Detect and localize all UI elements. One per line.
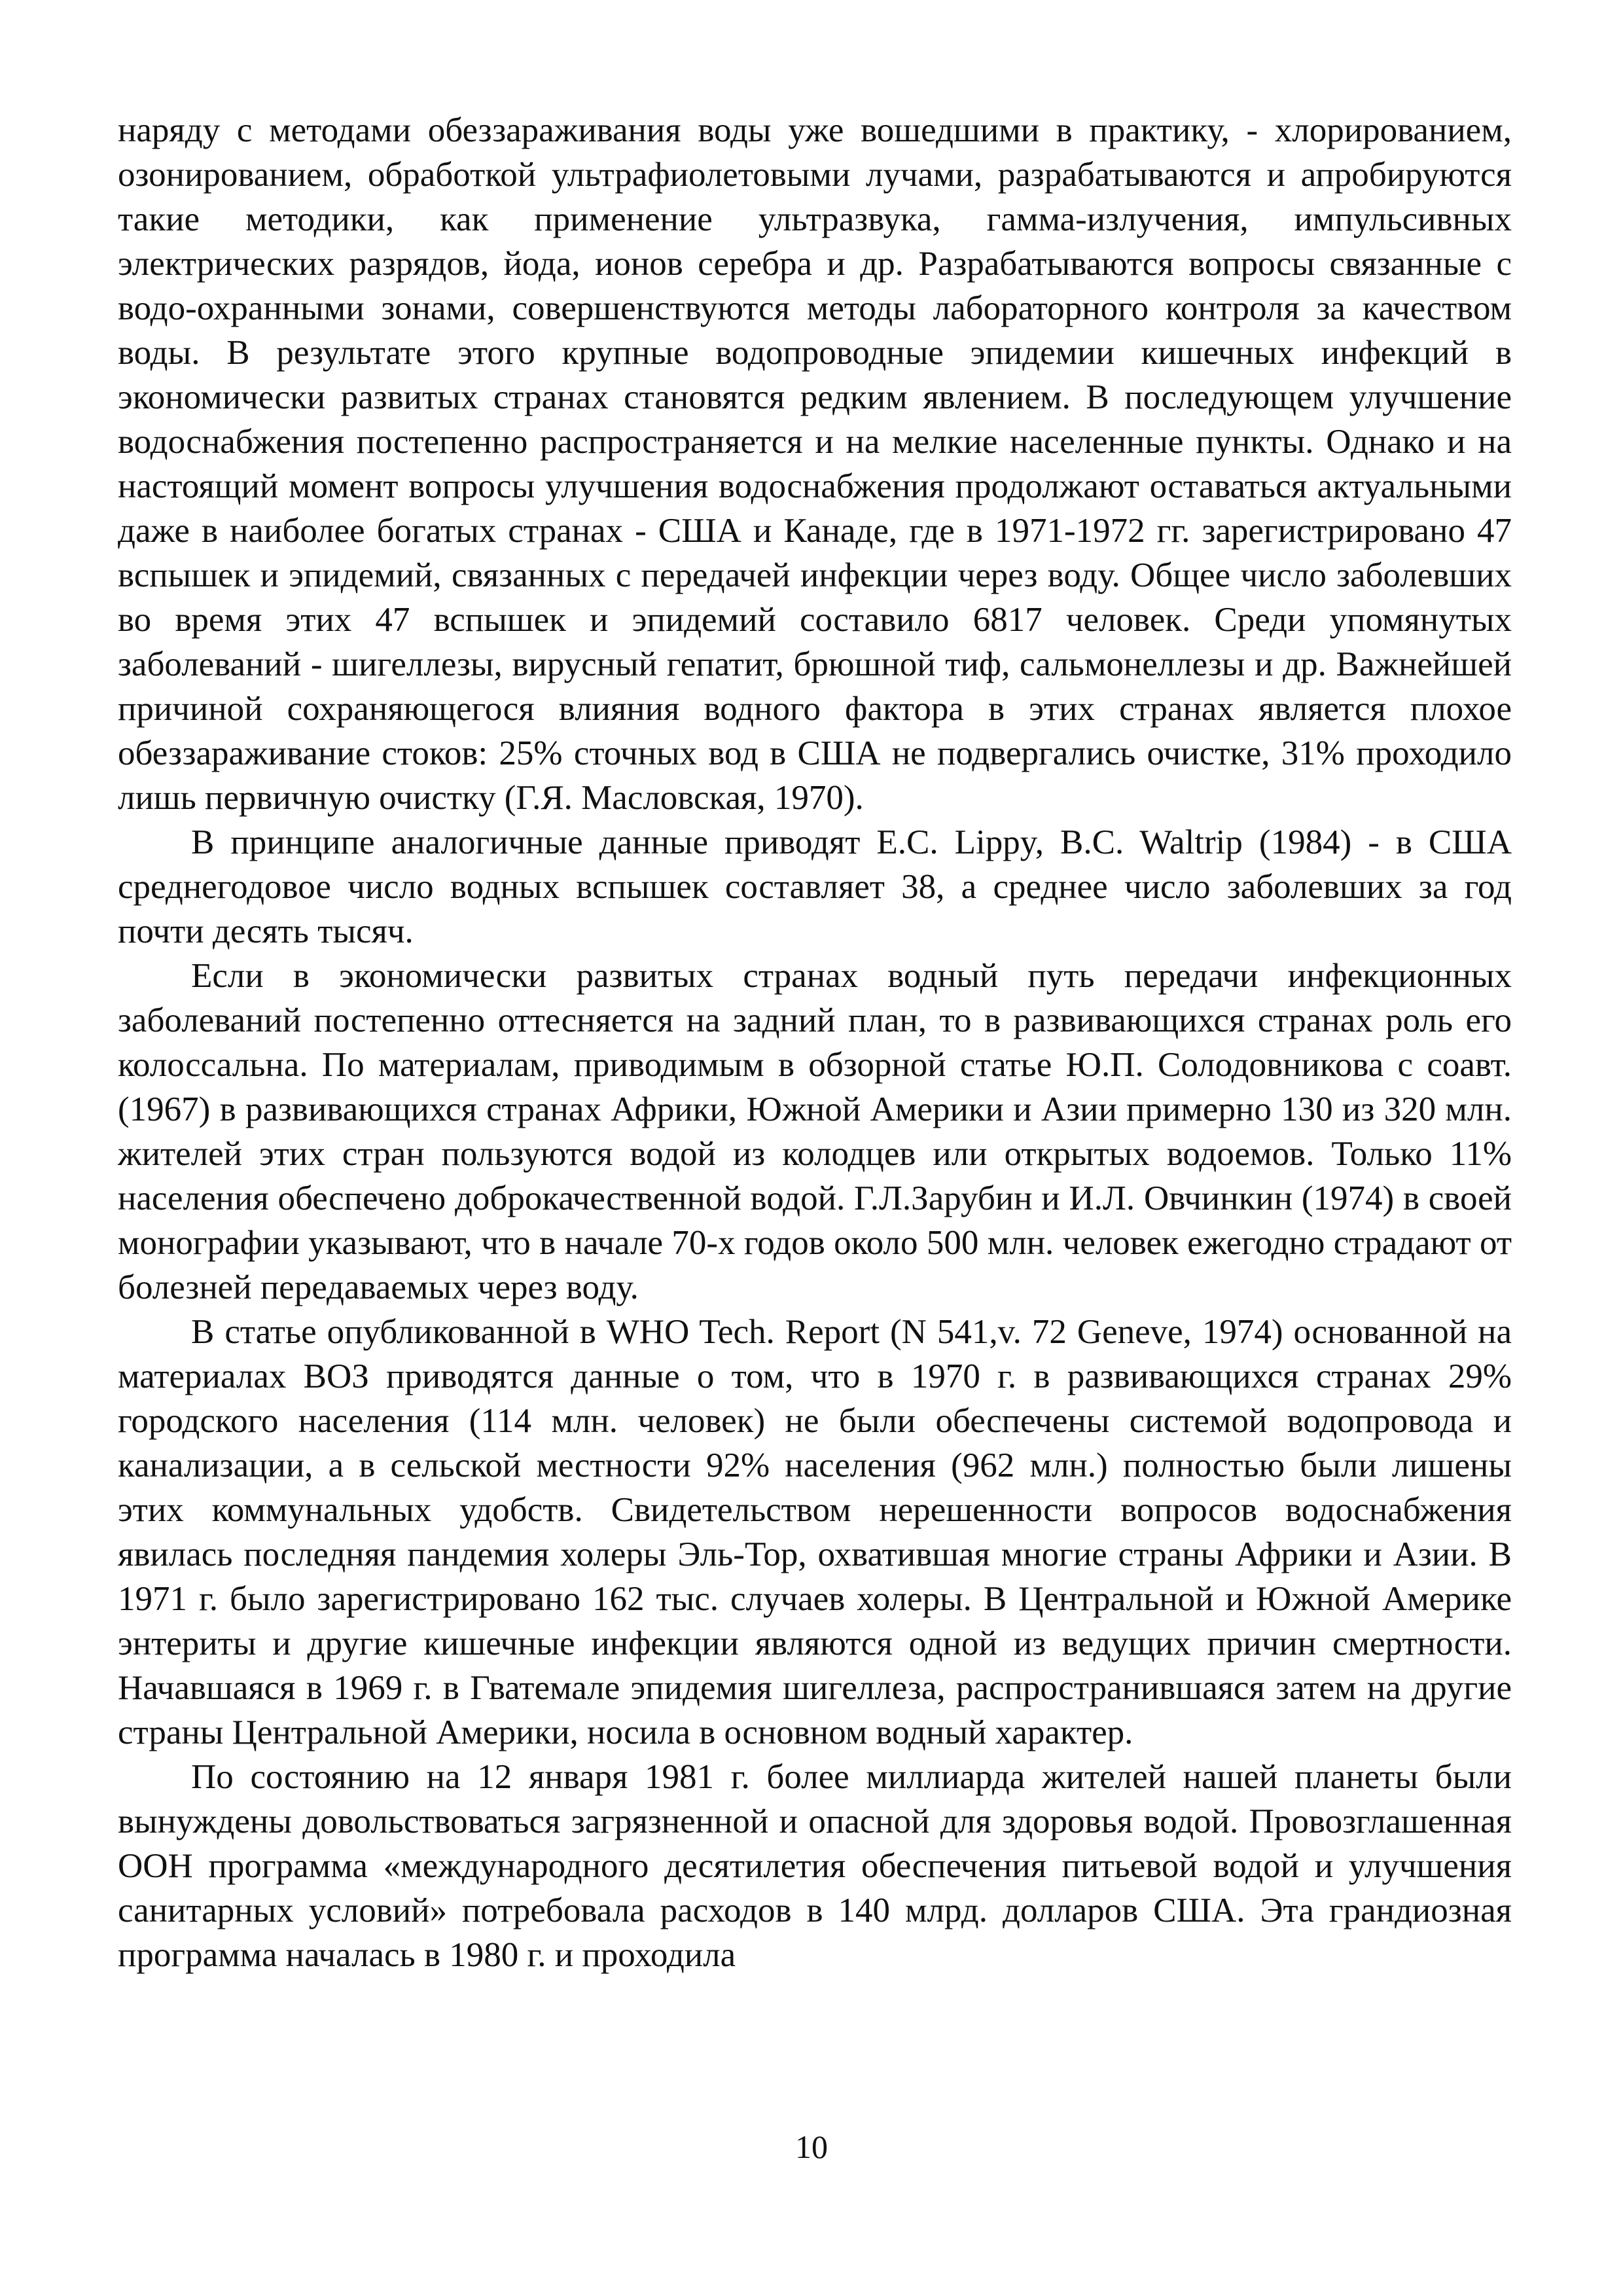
paragraph-continued: наряду с методами обеззараживания воды уже вошедшими в практику, - хлорированием, озонированием, обработкой ультрафиолетовыми лучами, разрабатываются и апробируются такие методики, как применение ультразвука, гамма-излучения, импульсивных электрических разрядов, йода, ионов серебра и др. Разрабатываются вопросы связанные с водо-охранными зонами, совершенствуются методы лабораторного контроля за качеством воды. В результате этого крупные водопроводные эпидемии кишечных инфекций в экономически развитых странах становятся редким явлением. В последующем улучшение водоснабжения постепенно распространяется и на мелкие населенные пункты. Однако и на настоящий момент вопросы улучшения водоснабжения продолжают оставаться актуальными даже в наиболее богатых странах - США и Канаде, где в 1971-1972 гг. зарегистрировано 47 вспышек и эпидемий, связанных с передачей инфекции через воду. Общее число заболевших во время этих 47 вспышек и эпидемий составило 6817 человек. Среди упомянутых заболеваний - шигеллезы, вирусный гепатит, брюшной тиф, сальмонеллезы и др. Важнейшей причиной сохраняющегося влияния водного фактора в этих странах является плохое обеззараживание стоков: 25% сточных вод в США не подвергались очистке, 31% проходило лишь первичную очистку (Г.Я. Масловская, 1970).: [118, 111, 1512, 817]
paragraph-lippy-waltrip: В принципе аналогичные данные приводят E.C. Lippy, B.C. Waltrip (1984) - в США среднегодовое число водных вспышек составляет 38, а среднее число заболевших за год почти десять тысяч.: [118, 823, 1512, 950]
page-number: 10: [795, 2128, 828, 2165]
paragraph-developing-countries: Если в экономически развитых странах водный путь передачи инфекционных заболеваний постепенно оттесняется на задний план, то в развивающихся странах роль его колоссальна. По материалам, приводимым в обзорной статье Ю.П. Солодовникова с соавт. (1967) в развивающихся странах Африки, Южной Америки и Азии примерно 130 из 320 млн. жителей этих стран пользуются водой из колодцев или открытых водоемов. Только 11% населения обеспечено доброкачественной водой. Г.Л.Зарубин и И.Л. Овчинкин (1974) в своей монографии указывают, что в начале 70-х годов около 500 млн. человек ежегодно страдают от болезней передаваемых через воду.: [118, 957, 1512, 1306]
page-body: [118, 108, 1512, 1977]
paragraph-who-report: В статье опубликованной в WHO Tech. Report (N 541,v. 72 Geneve, 1974) основанной на материалах ВОЗ приводятся данные о том, что в 1970 г. в развивающихся странах 29% городского населения (114 млн. человек) не были обеспечены системой водопровода и канализации, а в сельской местности 92% населения (962 млн.) полностью были лишены этих коммунальных удобств. Свидетельством нерешенности вопросов водоснабжения явилась последняя пандемия холеры Эль-Тор, охватившая многие страны Африки и Азии. В 1971 г. было зарегистрировано 162 тыс. случаев холеры. В Центральной и Южной Америке энтериты и другие кишечные инфекции являются одной из ведущих причин смертности. Начавшаяся в 1969 г. в Гватемале эпидемия шигеллеза, распространившаяся затем на другие страны Центральной Америки, носила в основном водный характер.: [118, 1313, 1512, 1751]
paragraph-un-programme: По состоянию на 12 января 1981 г. более миллиарда жителей нашей планеты были вынуждены довольствоваться загрязненной и опасной для здоровья водой. Провозглашенная ООН программа «международного десятилетия обеспечения питьевой водой и улучшения санитарных условий» потребовала расходов в 140 млрд. долларов США. Эта грандиозная программа началась в 1980 г. и проходила: [118, 1758, 1512, 1974]
